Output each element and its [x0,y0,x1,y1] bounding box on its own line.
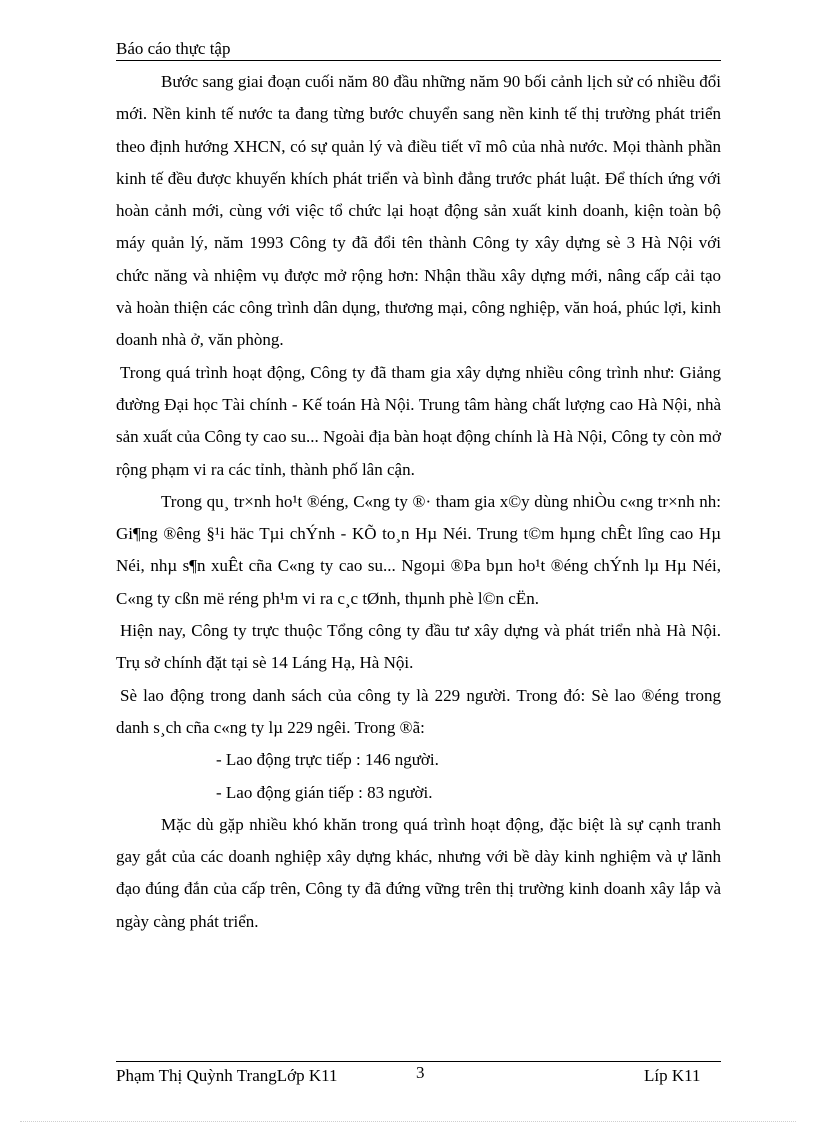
paragraph-projects-legacy-encoding: Trong qu¸ tr×nh ho¹t ®éng, C«ng ty ®· tham gia x©y dùng nhiÒu c«ng tr×nh nh: Gi¶ng ®êng §¹i häc Tµi chÝnh - KÕ to¸n Hµ Néi. Trung t©m hµng chÊt lîng cao Hµ Néi, nhµ s¶n xuÊt cña C«ng ty cao su... Ngoµi ®Þa bµn ho¹t ®éng chÝnh lµ Hµ Néi, C«ng ty cßn më réng ph¹m vi ra c¸c tØnh, thµnh phè l©n cËn. [116,491,721,608]
paragraph-conclusion: Mặc dù gặp nhiều khó khăn trong quá trình hoạt động, đặc biệt là sự cạnh tranh gay gắt của các doanh nghiệp xây dựng khác, nhưng với bề dày kinh nghiệm và ự lãnh đạo đúng đắn của cấp trên, Công ty đã đứng vững trên thị trường kinh doanh xây lắp và ngày càng phát triển. [116,814,721,931]
page-edge-divider [20,1121,796,1122]
paragraph-headquarters: Hiện nay, Công ty trực thuộc Tổng công ty đầu tư xây dựng và phát triển nhà Hà Nội. Trụ sở chính đặt tại sè 14 Láng Hạ, Hà Nội. [116,621,721,673]
paragraph-workforce: Sè lao động trong danh sách của công ty là 229 người. Trong đó: Sè lao ®éng trong danh s¸ch cña c«ng ty lµ 229 ngêi. Trong ®ã: [116,685,721,737]
header-divider [116,60,721,61]
document-body [116,66,721,938]
paragraph-history: Bước sang giai đoạn cuối năm 80 đầu những năm 90 bối cảnh lịch sử có nhiều đổi mới. Nền kinh tế nước ta đang từng bước chuyển sang nền kinh tế thị trường phát triển theo định hướng XHCN, có sự quản lý và điều tiết vĩ mô của nhà nước. Mọi thành phần kinh tế đều được khuyến khích phát triển và bình đẳng trước phát luật. Để thích ứng với hoàn cảnh mới, cùng với việc tổ chức lại hoạt động sản xuất kinh doanh, kiện toàn bộ máy quản lý, năm 1993 Công ty đã đổi tên thành Công ty xây dựng sè 3 Hà Nội với chức năng và nhiệm vụ được mở rộng hơn: Nhận thầu xây dựng mới, nâng cấp cải tạo và hoàn thiện các công trình dân dụng, thương mại, công nghiệp, văn hoá, phúc lợi, kinh doanh nhà ở, văn phòng. [116,72,721,350]
footer-class-label: Líp K11 [644,1066,701,1085]
page-number: 3 [416,1063,425,1082]
paragraph-projects: Trong quá trình hoạt động, Công ty đã tham gia xây dựng nhiều công trình như: Giảng đường Đại học Tài chính - Kế toán Hà Nội. Trung tâm hàng chất lượng cao Hà Nội, nhà sản xuất của Công ty cao su... Ngoài địa bàn hoạt động chính là Hà Nội, Công ty còn mở rộng phạm vi ra các tỉnh, thành phố lân cận. [116,362,721,479]
list-item-direct-labor: - Lao động trực tiếp : 146 người. [216,750,439,770]
footer-author-class: Phạm Thị Quỳnh TrangLớp K11 [116,1066,338,1085]
list-item-indirect-labor: - Lao động gián tiếp : 83 người. [216,782,433,802]
header-title: Báo cáo thực tập [116,39,231,58]
